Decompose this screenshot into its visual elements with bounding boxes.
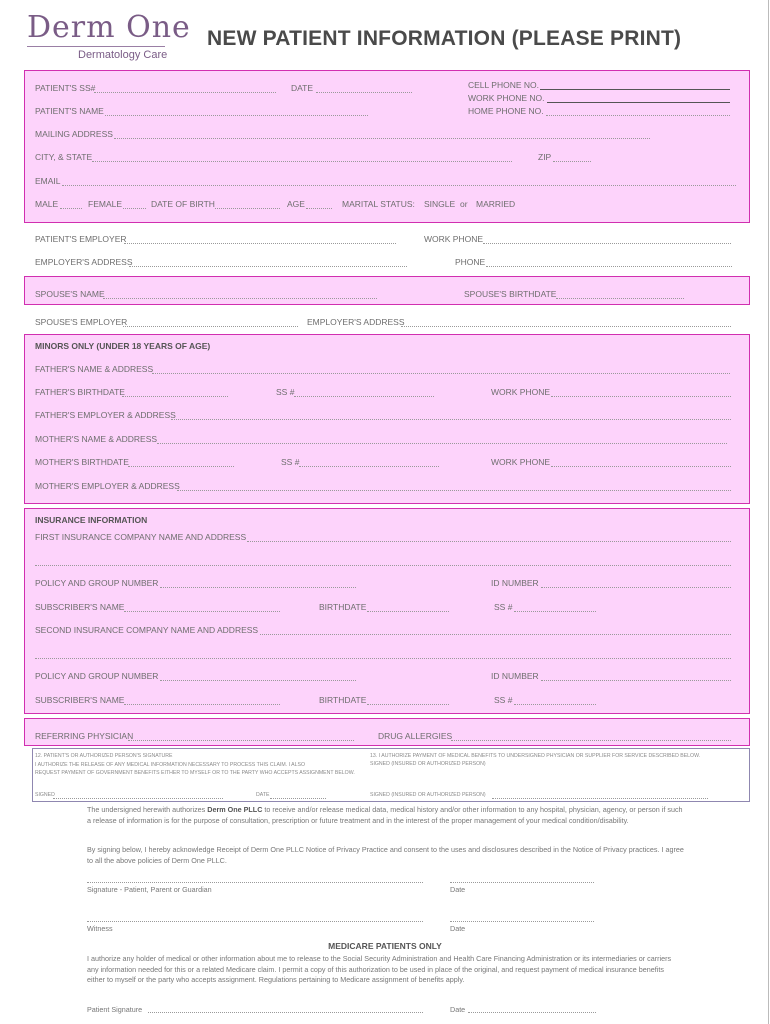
auth-signed-field[interactable] (53, 798, 223, 799)
medicare-header: MEDICARE PATIENTS ONLY (328, 941, 442, 951)
first-insurance-field-2[interactable] (35, 565, 731, 566)
subscriber-field-1[interactable] (124, 611, 280, 612)
patient-name-field[interactable] (105, 115, 368, 116)
logo-tagline: Dermatology Care (78, 49, 168, 61)
father-ss-label: SS # (276, 387, 295, 397)
policy-field-2[interactable] (160, 680, 356, 681)
policy-field-1[interactable] (160, 587, 356, 588)
referring-physician-field[interactable] (128, 740, 354, 741)
zip-label: ZIP (538, 152, 552, 162)
father-employer-field[interactable] (171, 419, 731, 420)
married-option[interactable]: MARRIED (476, 199, 516, 209)
subscriber-label-2: SUBSCRIBER'S NAME (35, 695, 125, 705)
work-phone-label-2: WORK PHONE (424, 234, 484, 244)
witness-signature-field[interactable] (87, 921, 423, 922)
mother-work-phone-field[interactable] (551, 466, 731, 467)
patient-signature-label: Patient Signature (87, 1005, 143, 1014)
mother-name-field[interactable] (157, 443, 727, 444)
page-edge (768, 0, 769, 1024)
marital-label: MARITAL STATUS: (342, 199, 415, 209)
dob-label: DATE OF BIRTH (151, 199, 215, 209)
guardian-signature-field[interactable] (87, 882, 423, 883)
date-field[interactable] (316, 92, 412, 93)
mother-birthdate-label: MOTHER'S BIRTHDATE (35, 457, 129, 467)
mailing-label: MAILING ADDRESS (35, 129, 113, 139)
father-work-phone-field[interactable] (551, 396, 731, 397)
policy-label-2: POLICY AND GROUP NUMBER (35, 671, 159, 681)
email-label: EMAIL (35, 176, 61, 186)
date-label: DATE (291, 83, 314, 93)
spouse-name-label: SPOUSE'S NAME (35, 289, 105, 299)
id-field-2[interactable] (541, 680, 731, 681)
dob-field[interactable] (215, 208, 280, 209)
work-phone-field-2[interactable] (483, 243, 731, 244)
father-birthdate-label: FATHER'S BIRTHDATE (35, 387, 125, 397)
auth-date-label: DATE (256, 792, 270, 798)
phone-field[interactable] (486, 266, 732, 267)
spouse-employer-label: SPOUSE'S EMPLOYER (35, 317, 128, 327)
minors-header: MINORS ONLY (UNDER 18 YEARS OF AGE) (35, 341, 211, 351)
subscriber-field-2[interactable] (124, 704, 280, 705)
medicare-paragraph: I authorize any holder of medical or other information about me to release to the Social Security Administration and Health Care Financing Administration or its intermediaries or carriers any information needed for this or a related Medicare claim. I permit a copy of this authorization to be used in place of the original, and request payment of medical insurance benefits either to myself or the party who accepts assignment. Regulations pertaining to Medicare assignment of benefits apply. (87, 954, 672, 984)
age-field[interactable] (306, 208, 332, 209)
father-employer-label: FATHER'S EMPLOYER & ADDRESS (35, 410, 176, 420)
subscriber-label-1: SUBSCRIBER'S NAME (35, 602, 125, 612)
second-insurance-field-2[interactable] (35, 658, 731, 659)
work-phone-label: WORK PHONE NO. (468, 93, 545, 103)
logo: Derm One (27, 10, 191, 45)
ins-ss-label-1: SS # (494, 602, 513, 612)
spouse-employer-field[interactable] (123, 326, 298, 327)
id-label-2: ID NUMBER (491, 671, 539, 681)
auth-left-text-2: REQUEST PAYMENT OF GOVERNMENT BENEFITS EITHER TO MYSELF OR TO THE PARTY WHO ACCEPTS ASSIGNMENT BELOW. (35, 770, 355, 776)
auth-signed-label: SIGNED (35, 792, 55, 798)
father-name-label: FATHER'S NAME & ADDRESS (35, 364, 154, 374)
first-insurance-field[interactable] (247, 541, 731, 542)
patient-name-label: PATIENT'S NAME (35, 106, 104, 116)
witness-label: Witness (87, 924, 113, 933)
spouse-name-field[interactable] (103, 298, 377, 299)
logo-divider (27, 46, 165, 47)
email-field[interactable] (62, 185, 736, 186)
father-name-field[interactable] (152, 373, 730, 374)
consent-paragraph-1: The undersigned herewith authorizes Derm One PLLC to receive and/or release medical data, medical history and/or other information to any hospital, physician, agency, or person if such a release of information is for the purpose of consultation, prescription or future treatment and in the interest of the proper management of your medical condition/disability. (87, 805, 683, 825)
auth-signed-insured-label: SIGNED (INSURED OR AUTHORIZED PERSON) (370, 792, 486, 798)
father-work-phone-label: WORK PHONE (491, 387, 551, 397)
age-label: AGE (287, 199, 305, 209)
phone-label: PHONE (455, 257, 486, 267)
guardian-signature-label: Signature - Patient, Parent or Guardian (87, 885, 212, 894)
work-phone-field[interactable] (547, 102, 730, 103)
auth-left-text-1: I AUTHORIZE THE RELEASE OF ANY MEDICAL INFORMATION NECESSARY TO PROCESS THIS CLAIM. I ALSO (35, 762, 306, 768)
birthdate-field-2[interactable] (367, 704, 449, 705)
single-option[interactable]: SINGLE (424, 199, 456, 209)
father-birthdate-field[interactable] (122, 396, 228, 397)
spouse-employer-address-field[interactable] (401, 326, 731, 327)
witness-date-label: Date (450, 924, 466, 933)
first-insurance-label: FIRST INSURANCE COMPANY NAME AND ADDRESS (35, 532, 247, 542)
mother-ss-field[interactable] (299, 466, 439, 467)
spouse-birthdate-field[interactable] (556, 298, 684, 299)
cell-phone-label: CELL PHONE NO. (468, 80, 540, 90)
ins-ss-field-2[interactable] (514, 704, 596, 705)
female-label: FEMALE (88, 199, 123, 209)
patient-date-field[interactable] (468, 1012, 596, 1013)
employer-label: PATIENT'S EMPLOYER (35, 234, 127, 244)
drug-allergies-label: DRUG ALLERGIES (378, 731, 453, 741)
mailing-field[interactable] (114, 138, 650, 139)
policy-label-1: POLICY AND GROUP NUMBER (35, 578, 159, 588)
male-label: MALE (35, 199, 59, 209)
auth-right-title: 13. I AUTHORIZE PAYMENT OF MEDICAL BENEFITS TO UNDERSIGNED PHYSICIAN OR SUPPLIER FOR SERVICE DESCRIBED BELOW. (370, 753, 701, 759)
mother-ss-label: SS # (281, 457, 300, 467)
guardian-date-label: Date (450, 885, 466, 894)
employer-field[interactable] (124, 243, 396, 244)
auth-date-field[interactable] (270, 798, 326, 799)
city-field[interactable] (92, 161, 512, 162)
insurance-header: INSURANCE INFORMATION (35, 515, 148, 525)
ins-ss-label-2: SS # (494, 695, 513, 705)
guardian-date-field[interactable] (450, 882, 594, 883)
id-field-1[interactable] (541, 587, 731, 588)
drug-allergies-field[interactable] (451, 740, 731, 741)
witness-date-field[interactable] (450, 921, 594, 922)
second-insurance-field[interactable] (260, 634, 731, 635)
home-phone-field[interactable] (546, 115, 730, 116)
female-field[interactable] (123, 208, 146, 209)
zip-field[interactable] (553, 161, 591, 162)
referring-physician-label: REFERRING PHYSICIAN (35, 731, 134, 741)
birthdate-label-1: BIRTHDATE (319, 602, 367, 612)
employer-address-label: EMPLOYER'S ADDRESS (35, 257, 133, 267)
birthdate-field-1[interactable] (367, 611, 449, 612)
id-label-1: ID NUMBER (491, 578, 539, 588)
patient-date-label: Date (450, 1005, 466, 1014)
mother-name-label: MOTHER'S NAME & ADDRESS (35, 434, 158, 444)
ins-ss-field-1[interactable] (514, 611, 596, 612)
mother-work-phone-label: WORK PHONE (491, 457, 551, 467)
home-phone-label: HOME PHONE NO. (468, 106, 544, 116)
auth-signed-insured-field[interactable] (492, 798, 708, 799)
auth-right-text: SIGNED (INSURED OR AUTHORIZED PERSON) (370, 761, 486, 767)
mother-employer-field[interactable] (177, 490, 731, 491)
mother-birthdate-field[interactable] (128, 466, 234, 467)
father-ss-field[interactable] (294, 396, 434, 397)
city-label: CITY, & STATE (35, 152, 93, 162)
patient-signature-field[interactable] (148, 1012, 423, 1013)
birthdate-label-2: BIRTHDATE (319, 695, 367, 705)
consent-paragraph-2: By signing below, I hereby acknowledge Receipt of Derm One PLLC Notice of Privacy Practice and consent to the uses and disclosures described in the Notice of Privacy practices. I agree to all the above policies of Derm One PLLC. (87, 845, 684, 865)
second-insurance-label: SECOND INSURANCE COMPANY NAME AND ADDRESS (35, 625, 259, 635)
spouse-employer-address-label: EMPLOYER'S ADDRESS (307, 317, 405, 327)
page-title: NEW PATIENT INFORMATION (PLEASE PRINT) (207, 27, 682, 50)
spouse-section (24, 276, 750, 305)
mother-employer-label: MOTHER'S EMPLOYER & ADDRESS (35, 481, 180, 491)
cell-phone-field[interactable] (540, 89, 730, 90)
employer-address-field[interactable] (129, 266, 407, 267)
or-text: or (460, 199, 468, 209)
auth-left-title: 12. PATIENT'S OR AUTHORIZED PERSON'S SIGNATURE (35, 753, 173, 759)
ss-field[interactable] (94, 92, 276, 93)
ss-label: PATIENT'S SS# (35, 83, 96, 93)
male-field[interactable] (60, 208, 82, 209)
spouse-birthdate-label: SPOUSE'S BIRTHDATE (464, 289, 557, 299)
